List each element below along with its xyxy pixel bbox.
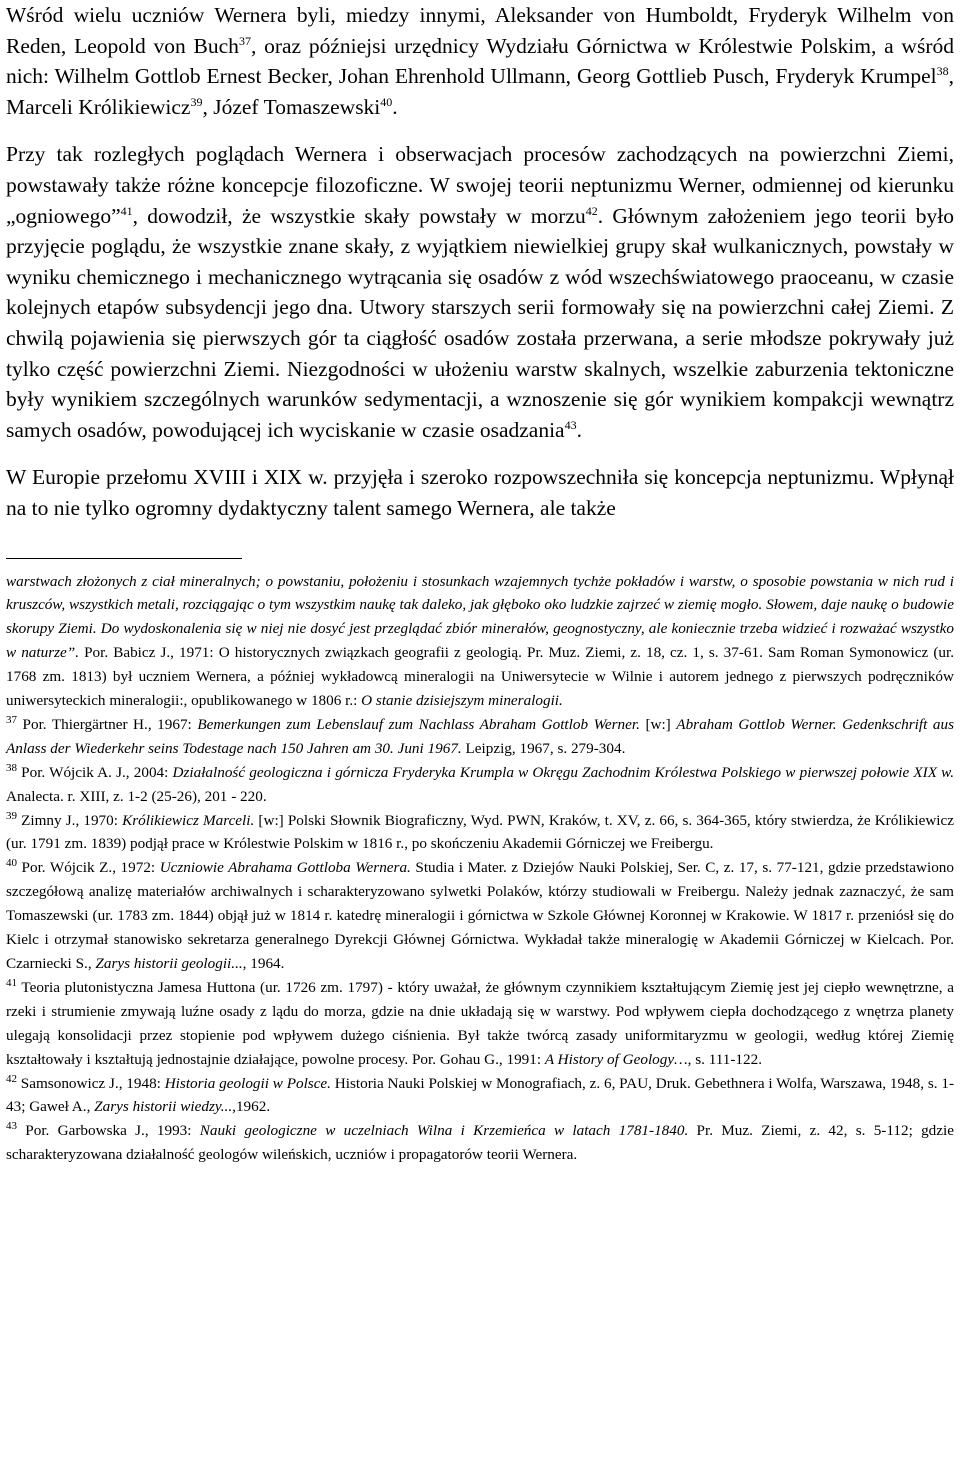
footnote-38 — [6, 761, 954, 809]
reference-number: 39 — [190, 94, 203, 109]
italic-text: Nauki geologiczne w uczelniach Wilna i Krzemieńca w latach 1781-1840. — [199, 1122, 689, 1140]
paragraph-2 — [6, 139, 954, 445]
reference-number: 43 — [6, 1120, 17, 1133]
italic-text: Zarys historii wiedzy... — [94, 1098, 233, 1116]
italic-text: warstwach złożonych z ciał mineralnych; o powstaniu, położeniu i stosunkach wzajemnych tychże pokładów i warstw, o sposobie powstania w nich rud i kruszców, wszystkich metali, rozciągając o tym wszystkim naukę tak daleko, jak głęboko oko ludzkie zajrzeć w ziemię mogło. Słowem, daje naukę o budowie skorupy Ziemi. Do wydoskonalenia się w niej nie dosyć jest przeglądać zbiór minerałów, geognostyczny, ale koniecznie trzeba widzieć i rozważać wszystko w naturze”. — [6, 572, 954, 662]
reference-number: 43 — [564, 417, 577, 432]
reference-number: 42 — [585, 203, 598, 218]
footnote-separator — [6, 558, 242, 559]
main-text — [6, 0, 954, 524]
paragraph-3 — [6, 462, 954, 523]
text-run: Zimny J., 1970: — [17, 811, 123, 829]
footnotes — [6, 570, 954, 1168]
italic-text: Bemerkungen zum Lebenslauf zum Nachlass Abraham Gottlob Werner. — [197, 715, 640, 733]
italic-text: Zarys historii geologii... — [95, 955, 243, 972]
italic-text: A History of Geology… — [544, 1050, 688, 1068]
footnote-continuation — [6, 570, 954, 713]
text-run: Wśród wielu uczniów Wernera byli, miedzy innymi, Aleksander von Humboldt, Fryderyk Wilhelm von Reden, Leopold von Buch — [6, 3, 954, 58]
reference-number: 40 — [380, 94, 393, 109]
footnote-42 — [6, 1072, 954, 1120]
text-run: Pr. Muz. Ziemi, z. 42, s. 5-112; gdzie scharakteryzowana działalność geologów wileńskich, uczniów i propagatorów teorii Wernera. — [6, 1122, 954, 1164]
text-run: Samsonowicz J., 1948: — [17, 1074, 165, 1092]
text-run: Teoria plutonistyczna Jamesa Huttona (ur. 1726 zm. 1797) - który uważał, że głównym czynnikiem kształtującym Ziemię jest jej ciepło wewnętrzne, a rzeki i strumienie zmywają luźne osady z lądu do morza, gdzie na dnie układają się w warstwy. Pod wpływem ciepła dochodzącego z wnętrza planety ulegają konsolidacji przez stopienie pod wpływem dużego ciśnienia. Był także twórcą zasady uniformitaryzmu w geologii, według której Ziemię kształtowały i kształtują jednostajnie działające, powolne procesy. Por. Gohau G., 1991: — [6, 978, 954, 1068]
text-run: Analecta. r. XIII, z. 1-2 (25-26), 201 - 220. — [6, 787, 267, 805]
italic-text: Uczniowie Abrahama Gottloba Wernera. — [159, 859, 411, 877]
footnote-37 — [6, 713, 954, 761]
text-run: , Marceli Królikiewicz — [6, 64, 954, 119]
text-run: Por. Thiergärtner H., 1967: — [17, 715, 198, 733]
text-run: Studia i Mater. z Dziejów Nauki Polskiej, Ser. C, z. 17, s. 77-121, gdzie przedstawiono szczegółową analizę materiałów archiwalnych i scharakteryzowano sylwetki Polaków, którzy studiowali w Freibergu. Należy jednak zaznaczyć, że sam Tomaszewski (ur. 1783 zm. 1844) objął już w 1814 r. katedrę mineralogii i górnictwa w Szkole Głównej Koronnej w Krakowie. W 1817 r. przeniósł się do Kielc i otrzymał stanowisko sekretarza generalnego Dyrekcji Głównej Górnictwa. Wykładał także mineralogię w Akademii Górniczej w Kielcach. Por. Czarniecki S., — [6, 859, 954, 972]
italic-text: Królikiewicz Marceli. — [122, 811, 255, 829]
text-run: Leipzig, 1967, s. 279-304. — [461, 739, 626, 757]
text-run: , Józef Tomaszewski — [202, 94, 381, 119]
reference-number: 38 — [936, 64, 949, 79]
text-run: , s. 111-122. — [687, 1050, 762, 1068]
text-run: W Europie przełomu XVIII i XIX w. przyjęła i szeroko rozpowszechniła się koncepcja neptunizmu. Wpłynął na to nie tylko ogromny dydaktyczny talent samego Wernera, ale także — [6, 465, 954, 520]
text-run: , oraz późniejsi urzędnicy Wydziału Górnictwa w Królestwie Polskim, a wśród nich: Wilhelm Gottlob Ernest Becker, Johan Ehrenhold Ullmann, Georg Gottlieb Pusch, Fryderyk Krumpel — [6, 33, 954, 89]
text-run: . — [392, 94, 398, 119]
text-run: ,1962. — [232, 1098, 271, 1116]
italic-text: Działalność geologiczna i górnicza Fryderyka Krumpla w Okręgu Zachodnim Królestwa Polskiego w pierwszej połowie XIX w. — [172, 763, 954, 781]
text-run: . Głównym założeniem jego teorii było przyjęcie poglądu, że wszystkie znane skały, z wyjątkiem niewielkiej grupy skał wulkanicznych, powstały w wyniku chemicznego i mechanicznego wytrącania się osadów z wód wszechświatowego praoceanu, w czasie kolejnych etapów subsydencji jego dna. Utwory starszych serii formowały się na powierzchni całej Ziemi. Z chwilą pojawienia się pierwszych gór ta ciągłość osadów została przerwana, a serie młodsze pokrywały już tylko część powierzchni Ziemi. Niezgodności w ułożeniu warstw skalnych, wszelkie zaburzenia tektoniczne były wynikiem szczególnych warunków sedymentacji, a wznoszenie się gór wynikiem kompakcji wewnątrz samych osadów, powodującej ich wyciskanie w czasie osadzania — [6, 203, 954, 442]
reference-number: 41 — [6, 976, 17, 989]
text-run: , dowodził, że wszystkie skały powstały w morzu — [132, 203, 586, 228]
footnote-43 — [6, 1119, 954, 1167]
reference-number: 38 — [6, 761, 17, 774]
text-run: Por. Wójcik Z., 1972: — [17, 859, 160, 877]
text-run: Por. Babicz J., 1971: O historycznych związkach geografii z geologią. Pr. Muz. Ziemi, z. 18, cz. 1, s. 37-61. Sam Roman Symonowicz (ur. 1768 zm. 1813) był uczniem Wernera, a później wykładowcą mineralogii na Uniwersytecie w Wilnie i autorem jednego z pierwszych podręczników uniwersyteckich mineralogii:, opublikowanego w 1806 r.: — [6, 644, 954, 710]
italic-text: O stanie dzisiejszym mineralogii. — [361, 692, 563, 710]
footnote-39 — [6, 809, 954, 857]
reference-number: 40 — [6, 857, 17, 870]
paragraph-1 — [6, 0, 954, 122]
text-run: . — [576, 417, 582, 442]
reference-number: 42 — [6, 1072, 17, 1085]
text-run: Por. Wójcik A. J., 2004: — [17, 763, 173, 781]
reference-number: 37 — [238, 33, 251, 48]
text-run: Por. Garbowska J., 1993: — [17, 1122, 200, 1140]
reference-number: 41 — [120, 203, 133, 218]
text-run: [w:] — [639, 715, 677, 733]
text-run: Historia Nauki Polskiej w Monografiach, z. 6, PAU, Druk. Gebethnera i Wolfa, Warszawa, 1948, s. 1-43; Gaweł A., — [6, 1074, 955, 1116]
italic-text: Historia geologii w Polsce. — [164, 1074, 331, 1092]
footnote-41 — [6, 976, 954, 1072]
footnote-40 — [6, 856, 954, 976]
text-run: [w:] Polski Słownik Biograficzny, Wyd. PWN, Kraków, t. XV, z. 66, s. 364-365, który stwierdza, że Królikiewicz (ur. 1791 zm. 1839) podjął prace w Królestwie Polskim w 1816 r., po skończeniu Akademii Górniczej we Freibergu. — [6, 811, 954, 853]
text-run: , 1964. — [242, 955, 285, 972]
reference-number: 39 — [6, 809, 17, 822]
reference-number: 37 — [6, 713, 17, 726]
italic-text: Abraham Gottlob Werner. Gedenkschrift aus Anlass der Wiederkehr seins Todestage nach 150 Jahren am 30. Juni 1967. — [6, 715, 954, 757]
text-run: Przy tak rozległych poglądach Wernera i obserwacjach procesów zachodzących na powierzchni Ziemi, powstawały także różne koncepcje filozoficzne. W swojej teorii neptunizmu Werner, odmiennej od kierunku „ogniowego” — [6, 142, 954, 228]
